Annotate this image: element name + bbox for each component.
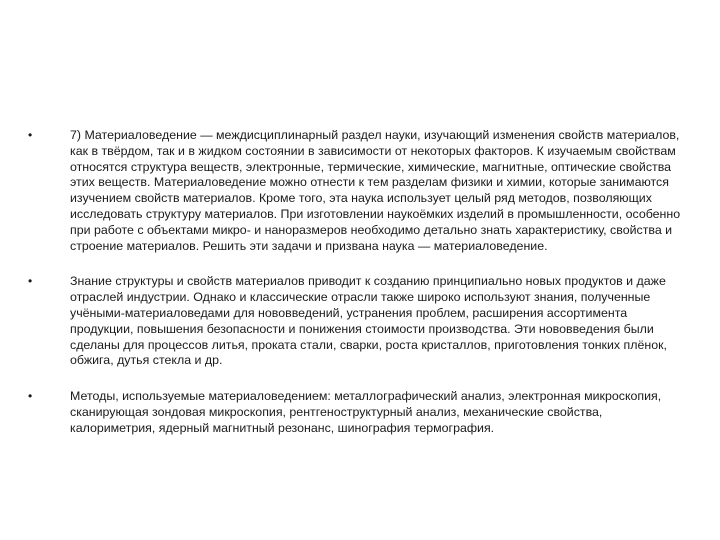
bullet-item-1 (28, 128, 688, 254)
bullet-list (28, 128, 688, 457)
bullet-marker: • (28, 128, 33, 142)
bullet-marker: • (28, 389, 33, 404)
bullet-text: Знание структуры и свойств материалов приводит к созданию принципиально новых продуктов и даже отраслей индустрии. Однако и классические отрасли также широко используют знания, полученные учёными-материаловедами для нововведений, устранения проблем, расширения ассортимента продукции, повышения безопасности и понижения стоимости производства. Эти нововведения были сделаны для процессов литья, проката стали, сварки, роста кристаллов, приготовления тонких плёнок, обжига, дутья стекла и др. (70, 274, 667, 368)
bullet-text: Методы, используемые материаловедением: металлографический анализ, электронная микроскопия, сканирующая зондовая микроскопия, рентгеноструктурный анализ, механические свойства, калориметрия, ядерный магнитный резонанс, шинография термография. (70, 389, 662, 435)
bullet-item-2 (28, 274, 688, 369)
bullet-text: 7) Материаловедение — междисциплинарный раздел науки, изучающий изменения свойств материалов, как в твёрдом, так и в жидком состоянии в зависимости от некоторых факторов. К изучаемым свойствам относятся структура веществ, электронные, термические, химические, магнитные, оптические свойства этих веществ. Материаловедение можно отнести к тем разделам физики и химии, которые занимаются изучением свойств материалов. Кроме того, эта наука использует целый ряд методов, позволяющих исследовать структуру материалов. При изготовлении наукоёмких изделий в промышленности, особенно при работе с объектами микро- и наноразмеров необходимо детально знать характеристику, свойства и строение материалов. Решить эти задачи и призвана наука — материаловедение. (70, 128, 681, 253)
bullet-item-3 (28, 389, 688, 436)
bullet-marker: • (28, 274, 33, 289)
